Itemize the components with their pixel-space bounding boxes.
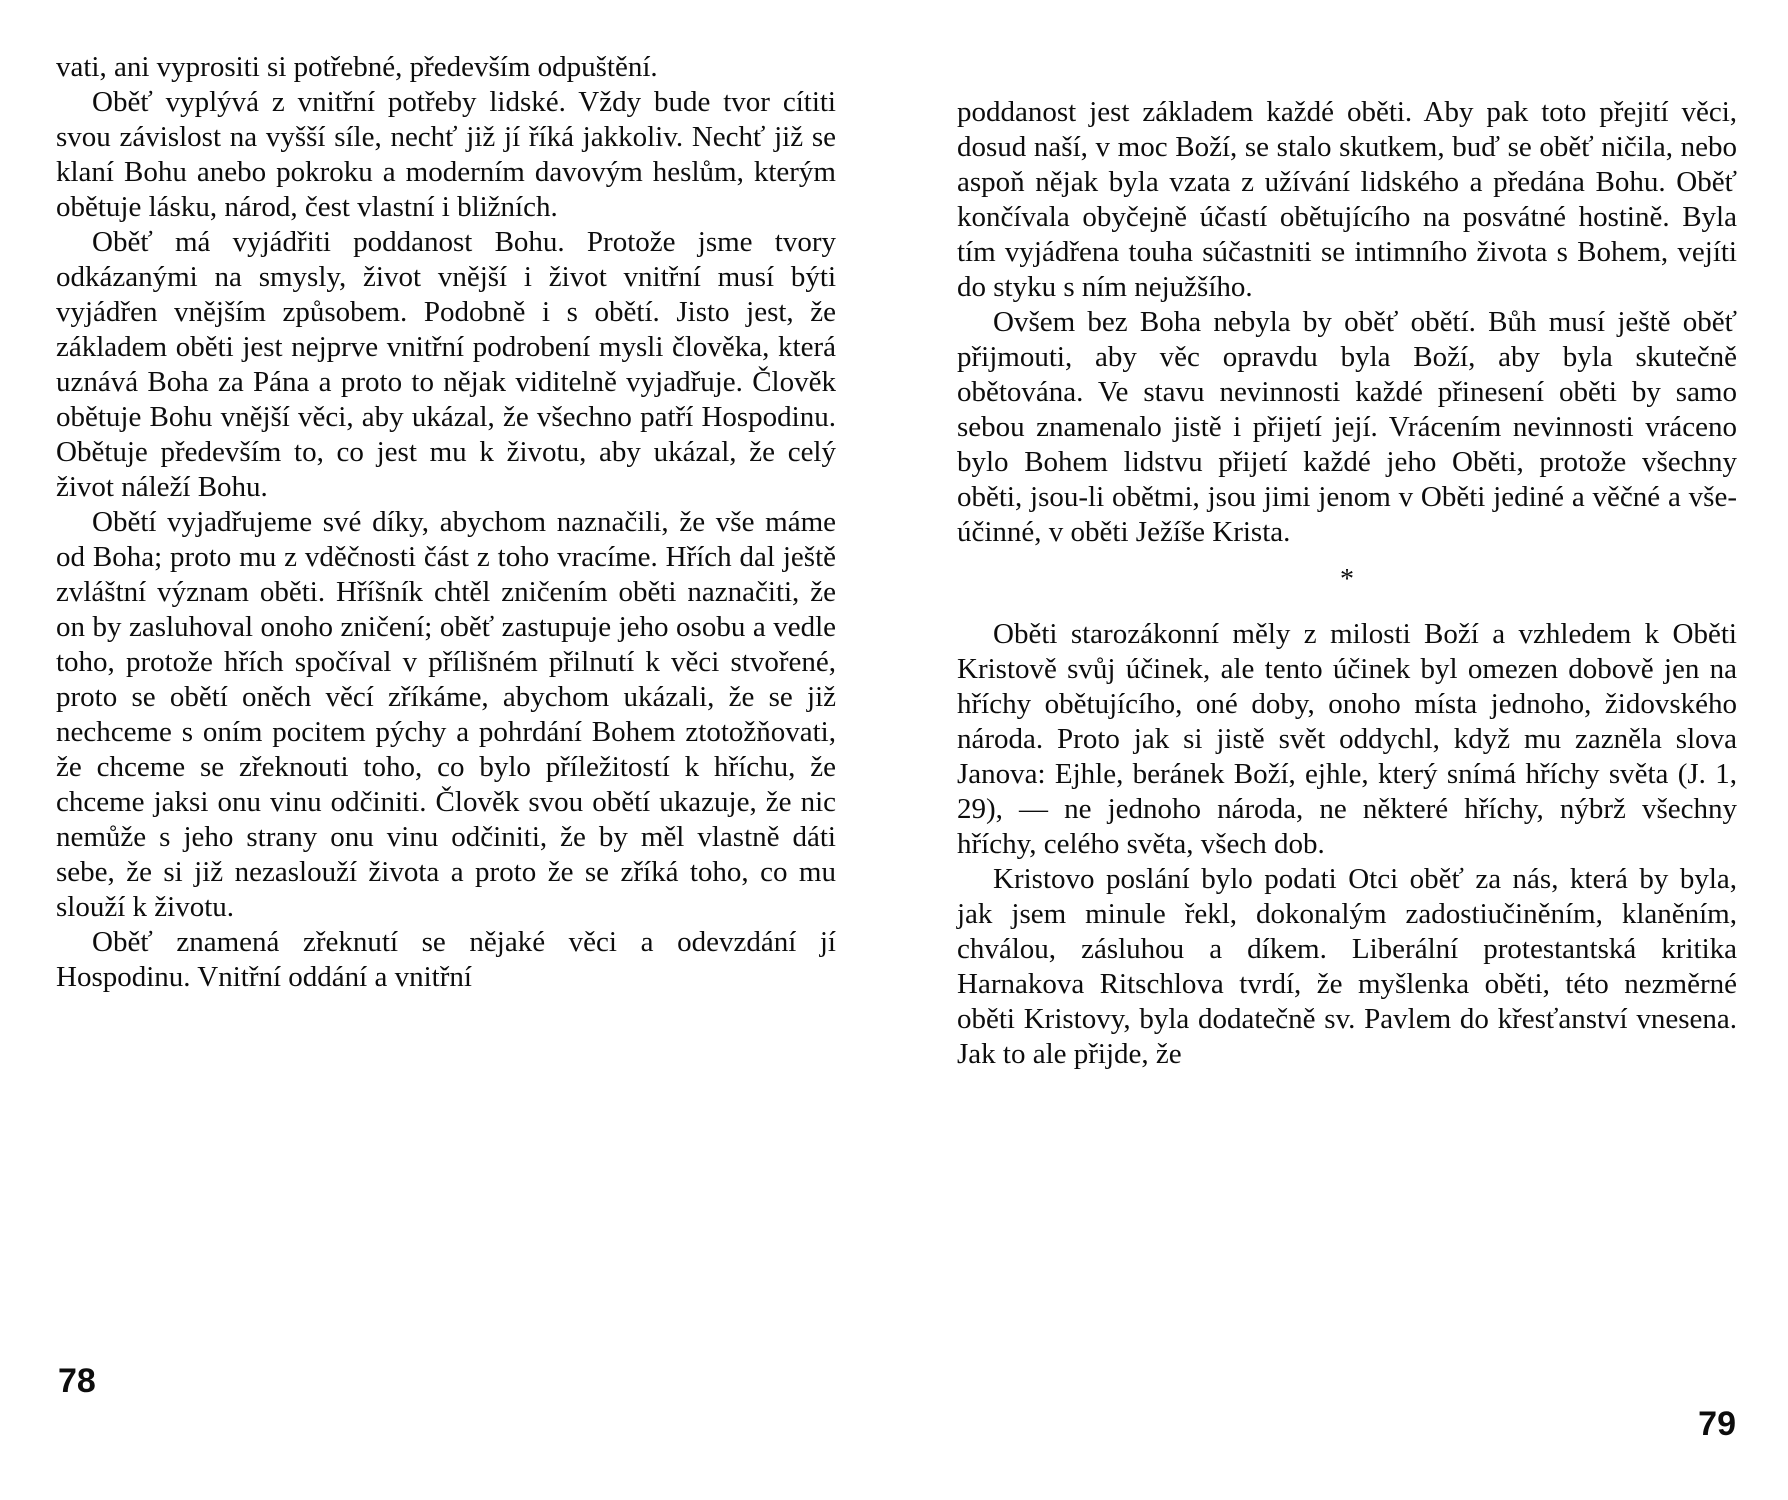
page-number-left: 78 — [58, 1362, 96, 1400]
paragraph: Oběť vyplývá z vnitřní potřeby lidské. Vždy bude tvor cítiti svou závislost na vyšší síle, nechť již jí říká jakkoliv. Nechť již se klaní Bohu anebo pokroku a moderním davovým heslům, kterým obětuje lásku, národ, čest vlastní i bližních. — [56, 86, 836, 223]
paragraph: Oběť znamená zřeknutí se nějaké věci a odevzdání jí Hospodinu. Vnitřní oddání a vnitřní — [56, 926, 836, 993]
paragraph: Kristovo poslání bylo podati Otci oběť za nás, která by byla, jak jsem minule řekl, dokonalým zadostiučiněním, klaněním, chválou, zásluhou a díkem. Liberální protestantská kritika Harnakova Ritschlova tvrdí, že myšlenka oběti, této nezměrné oběti Kristovy, byla dodatečně sv. Pavlem do křesťanství vnesena. Jak to ale přijde, že — [957, 863, 1737, 1070]
left-page-text — [56, 50, 836, 995]
paragraph: Oběti starozákonní měly z milosti Boží a vzhledem k Oběti Kristově svůj účinek, ale tento účinek byl omezen dobově jen na hříchy obětujícího, oné doby, onoho místa jednoho, židovského národa. Proto jak si jistě svět oddychl, když mu zazněla slova Janova: Ejhle, beránek Boží, ejhle, který snímá hříchy světa (J. 1, 29), — ne jednoho národa, ne některé hříchy, nýbrž všechny hříchy, celého světa, všech dob. — [957, 618, 1737, 860]
paragraph: Oběť má vyjádřiti poddanost Bohu. Protože jsme tvory odkázanými na smysly, život vnější i život vnitřní musí býti vyjádřen vnějším způsobem. Podobně i s obětí. Jisto jest, že základem oběti jest nejprve vnitřní podrobení mysli člověka, která uznává Boha za Pána a proto to nějak viditelně vyjadřuje. Člověk obětuje Bohu vnější věci, aby ukázal, že všechno patří Hospodinu. Obětuje především to, co jest mu k životu, aby ukázal, že celý život náleží Bohu. — [56, 226, 836, 503]
right-page-text — [957, 95, 1737, 1072]
page-number-right: 79 — [1698, 1405, 1736, 1443]
paragraph: Obětí vyjadřujeme své díky, abychom naznačili, že vše máme od Boha; proto mu z vděčnosti část z toho vracíme. Hřích dal ještě zvláštní význam oběti. Hříšník chtěl zničením oběti naznačiti, že on by zasluhoval onoho zničení; oběť zastupuje jeho osobu a vedle toho, protože hřích spočíval v přílišném přilnutí k věci stvořené, proto se obětí oněch věcí zříkáme, abychom ukázali, že se již nechceme s oním pocitem pýchy a pohrdání Bohem ztotožňovati, že chceme se zřeknouti toho, co bylo příležitostí k hříchu, že chceme jaksi onu vinu odčiniti. Člověk svou obětí ukazuje, že nic nemůže s jeho strany onu vinu odčiniti, že by měl vlastně dáti sebe, že si již nezaslouží života a proto že se zříká toho, co mu slouží k životu. — [56, 506, 836, 923]
paragraph: vati, ani vyprositi si potřebné, především odpuštění. — [56, 51, 658, 83]
right-page — [894, 0, 1788, 1500]
paragraph: poddanost jest základem každé oběti. Aby pak toto přejití věci, dosud naší, v moc Boží, se stalo skutkem, buď se oběť ničila, nebo aspoň nějak byla vzata z užívání lidského a předána Bohu. Oběť končívala obyčejně účastí obětujícího na posvátné hostině. Byla tím vyjádřena touha súčastniti se intimního života s Bohem, vejíti do styku s ním nejužšího. — [957, 96, 1737, 303]
section-separator: * — [1340, 564, 1354, 595]
paragraph: Ovšem bez Boha nebyla by oběť obětí. Bůh musí ještě oběť přijmouti, aby věc opravdu byla Boží, aby byla skutečně obětována. Ve stavu nevinnosti každé přinesení oběti by samo sebou znamenalo jistě i přijetí její. Vrácením nevinnosti vráceno bylo Bohem lidstvu přijetí každé jeho Oběti, protože všechny oběti, jsou-li obětmi, jsou jimi jenom v Oběti jediné a věčné a vše-účinné, v oběti Ježíše Krista. — [957, 306, 1737, 548]
